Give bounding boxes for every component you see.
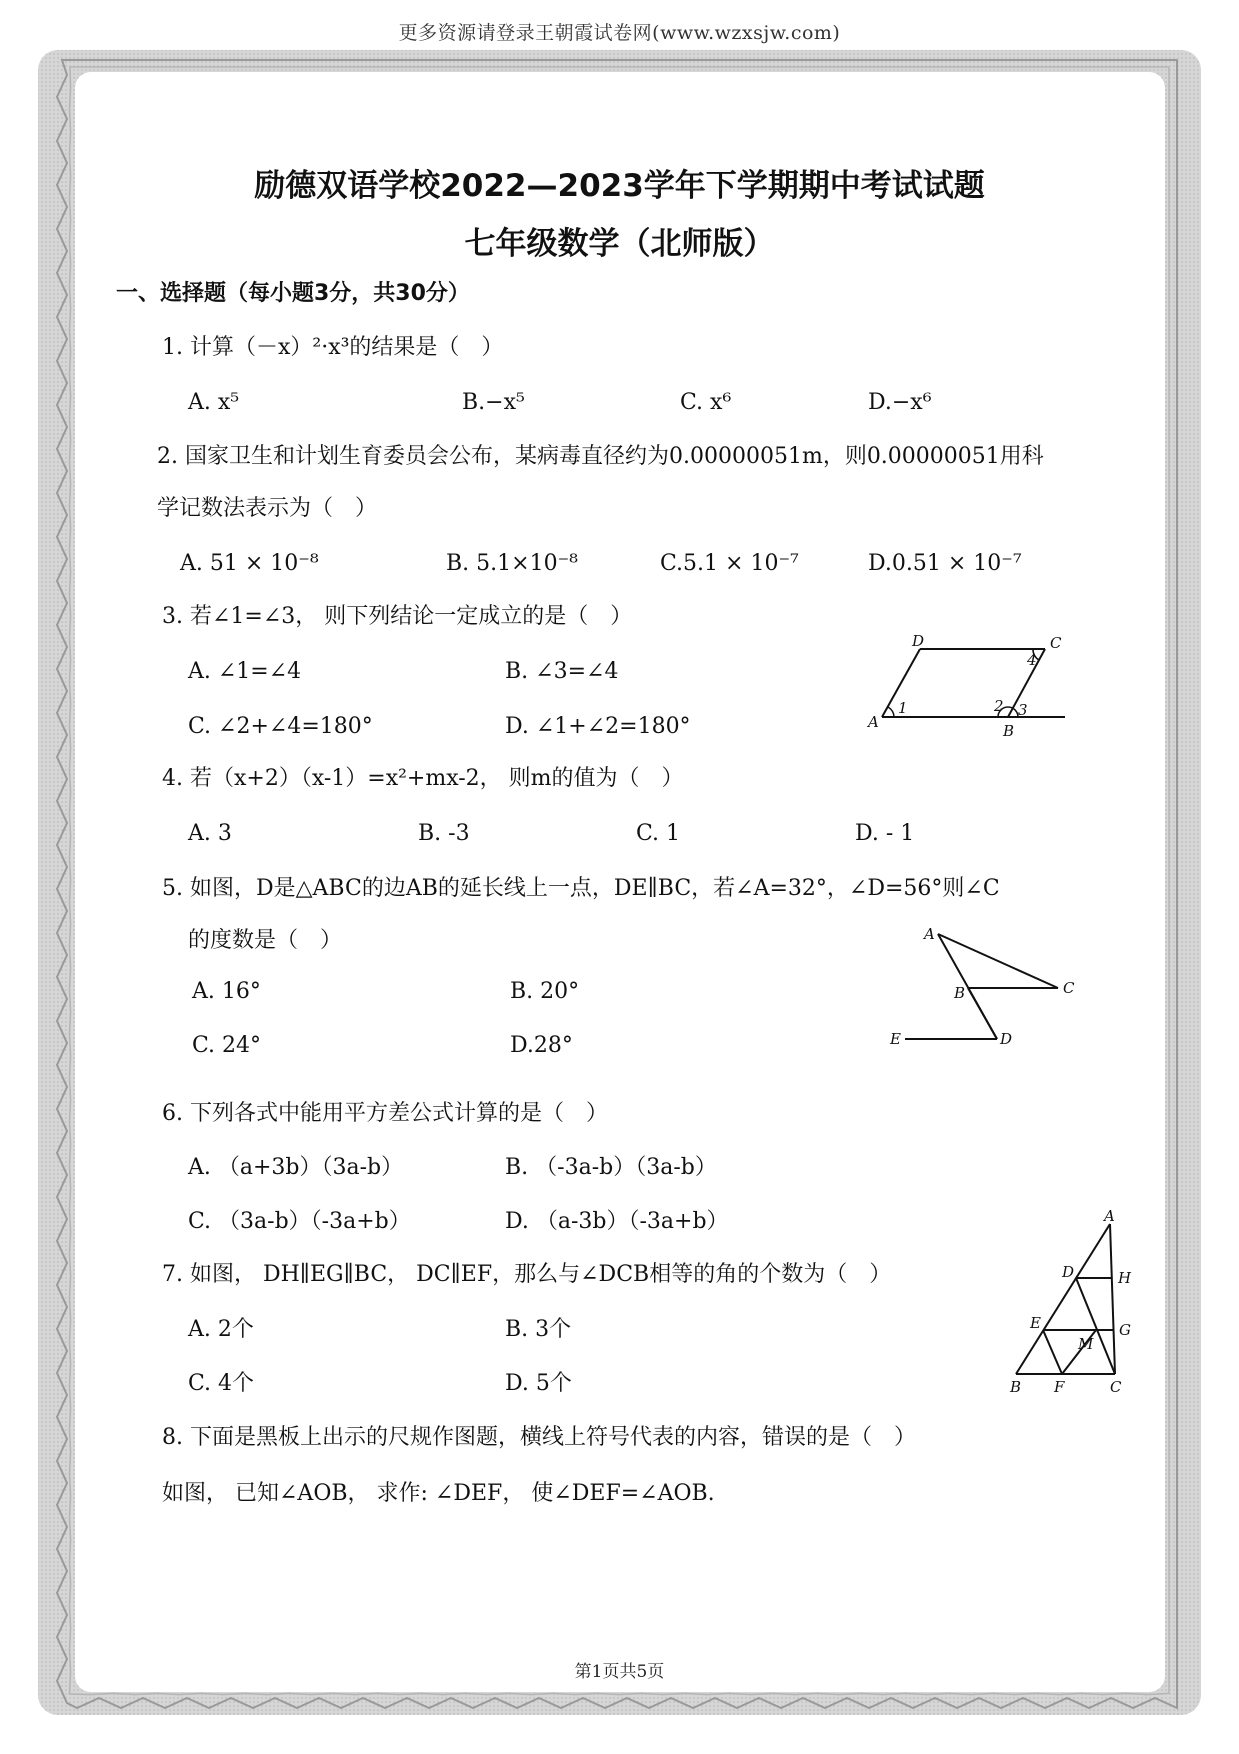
question-1-option-b: B.−x⁵	[462, 390, 525, 415]
label-3: 3	[1018, 701, 1028, 719]
question-3-option-c: C. ∠2+∠4=180°	[188, 714, 373, 739]
question-3-stem: 3. 若∠1=∠3， 则下列结论一定成立的是（ ）	[162, 604, 633, 629]
segment-ab	[1016, 1224, 1110, 1374]
label-G: G	[1119, 1321, 1131, 1339]
label-2: 2	[994, 697, 1004, 715]
angle-arc-1	[888, 707, 894, 717]
label-H: H	[1118, 1269, 1132, 1287]
question-4-option-a: A. 3	[188, 821, 232, 846]
question-2-option-c: C.5.1 × 10⁻⁷	[660, 551, 799, 576]
label-D: D	[1000, 1030, 1013, 1048]
question-3-option-b: B. ∠3=∠4	[505, 659, 619, 684]
label-A: A	[868, 713, 879, 731]
label-D: D	[1062, 1263, 1075, 1281]
label-M: M	[1078, 1335, 1094, 1353]
question-2-stem-line1: 2. 国家卫生和计划生育委员会公布，某病毒直径约为0.00000051m，则0.00000051用科	[157, 444, 1044, 469]
label-B: B	[1010, 1378, 1022, 1395]
question-7-option-a: A. 2个	[188, 1317, 254, 1342]
question-5-option-a: A. 16°	[192, 979, 261, 1004]
question-8-line2: 如图， 已知∠AOB， 求作: ∠DEF， 使∠DEF=∠AOB.	[162, 1481, 715, 1506]
label-A: A	[924, 925, 935, 943]
page-footer: 第1页共5页	[574, 1662, 665, 1682]
label-B: B	[1003, 722, 1015, 740]
question-6-option-d: D. （a-3b）（-3a+b）	[505, 1209, 729, 1234]
question-1-stem: 1. 计算（－x）²·x³的结果是（ ）	[162, 335, 504, 360]
question-3-option-d: D. ∠1+∠2=180°	[505, 714, 691, 739]
label-C: C	[1110, 1378, 1122, 1395]
label-C: C	[1050, 635, 1062, 652]
question-7-option-c: C. 4个	[188, 1371, 255, 1396]
question-8-stem: 8. 下面是黑板上出示的尺规作图题，横线上符号代表的内容，错误的是（ ）	[162, 1425, 916, 1450]
question-4-stem: 4. 若（x+2）（x-1）=x²+mx-2， 则m的值为（ ）	[162, 766, 684, 791]
label-E: E	[890, 1030, 901, 1048]
question-5-figure	[880, 920, 1080, 1055]
question-2-stem-line2: 学记数法表示为（ ）	[157, 496, 378, 521]
question-2-option-a: A. 51 × 10⁻⁸	[180, 551, 319, 576]
question-4-option-c: C. 1	[636, 821, 681, 846]
question-6-option-b: B. （-3a-b）（3a-b）	[505, 1155, 717, 1180]
question-1-option-a: A. x⁵	[188, 390, 240, 415]
question-7-option-d: D. 5个	[505, 1371, 572, 1396]
section-heading: 一、选择题（每小题3分，共30分）	[116, 281, 470, 306]
label-1: 1	[898, 699, 908, 717]
question-6-option-a: A. （a+3b）（3a-b）	[188, 1155, 404, 1180]
segment-ac	[938, 934, 1058, 988]
question-5-stem-line1: 5. 如图，D是△ABC的边AB的延长线上一点，DE∥BC，若∠A=32°，∠D=56°则∠C	[162, 876, 1000, 901]
question-2-option-d: D.0.51 × 10⁻⁷	[868, 551, 1022, 576]
question-4-option-d: D. - 1	[855, 821, 915, 846]
segment-ef	[1043, 1330, 1062, 1374]
label-4: 4	[1027, 651, 1037, 669]
question-7-option-b: B. 3个	[505, 1317, 572, 1342]
question-7-figure	[1000, 1210, 1145, 1395]
segment-bd	[968, 988, 997, 1039]
question-6-option-c: C. （3a-b）（-3a+b）	[188, 1209, 411, 1234]
question-2-option-b: B. 5.1×10⁻⁸	[446, 551, 578, 576]
label-A: A	[1104, 1210, 1115, 1225]
watermark-text: 更多资源请登录王朝霞试卷网(www.wzxsjw.com)	[398, 22, 841, 44]
exam-title: 励德双语学校2022—2023学年下学期期中考试试题	[254, 168, 985, 204]
exam-subtitle: 七年级数学（北师版）	[464, 226, 775, 262]
question-5-option-c: C. 24°	[192, 1033, 262, 1058]
label-F: F	[1054, 1378, 1065, 1395]
question-3-figure	[860, 635, 1070, 740]
question-7-stem: 7. 如图， DH∥EG∥BC， DC∥EF，那么与∠DCB相等的角的个数为（ ）	[162, 1262, 892, 1287]
question-6-stem: 6. 下列各式中能用平方差公式计算的是（ ）	[162, 1101, 608, 1126]
label-E: E	[1030, 1314, 1041, 1332]
question-5-option-d: D.28°	[510, 1033, 573, 1058]
question-1-option-c: C. x⁶	[680, 390, 732, 415]
question-5-option-b: B. 20°	[510, 979, 580, 1004]
segment-ac	[1110, 1224, 1115, 1374]
question-3-option-a: A. ∠1=∠4	[188, 659, 302, 684]
question-4-option-b: B. -3	[418, 821, 470, 846]
label-B: B	[954, 984, 966, 1002]
segment-dc	[1076, 1278, 1115, 1374]
question-5-stem-line2: 的度数是（ ）	[188, 928, 343, 953]
label-D: D	[912, 635, 925, 650]
question-1-option-d: D.−x⁶	[868, 390, 932, 415]
label-C: C	[1063, 979, 1075, 997]
